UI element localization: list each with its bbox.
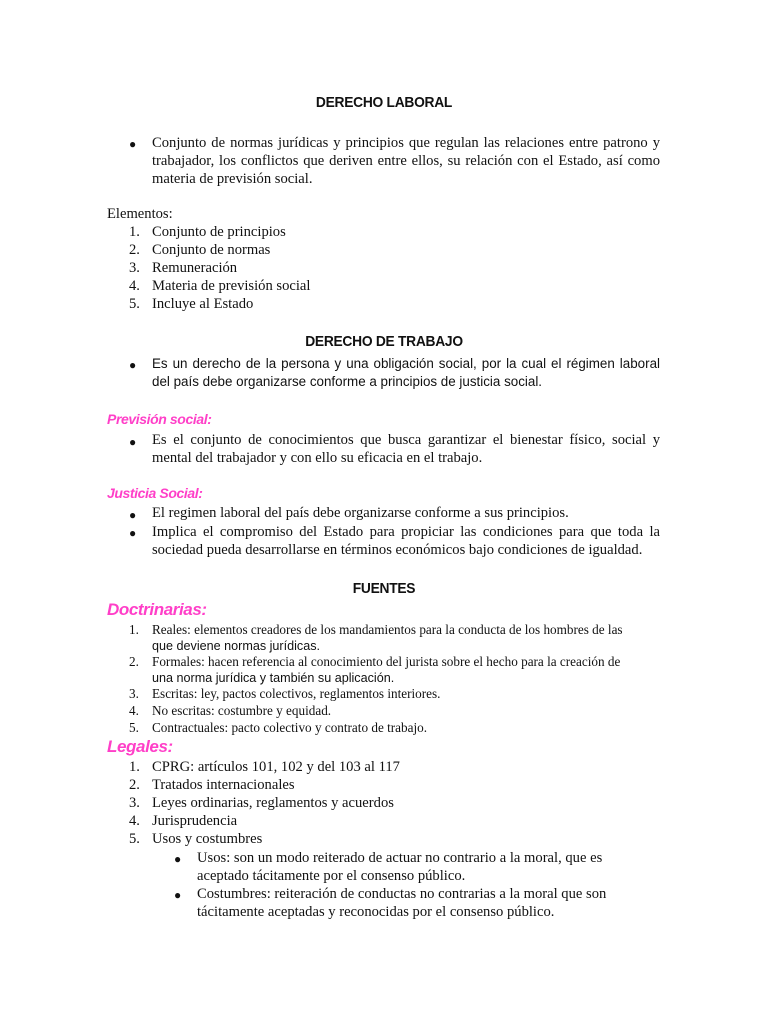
bullet-icon: ● [129,508,137,522]
list-item: Leyes ordinarias, reglamentos y acuerdos [152,795,394,811]
list-number: 2. [129,777,140,793]
list-item: Usos y costumbres [152,831,263,847]
list-number: 4. [129,813,140,829]
list-number: 5. [129,831,140,847]
definition-line: Es el conjunto de conocimientos que busca garantizar el bienestar físico, social y [152,432,660,448]
list-number: 1. [129,224,140,240]
list-item: Conjunto de principios [152,224,286,240]
subheading-legales: Legales: [107,737,173,756]
bullet-icon: ● [129,435,137,449]
list-item: Tratados internacionales [152,777,295,793]
definition-line: trabajador, los conflictos que deriven entre ellos, su relación con el Estado, así como [152,153,660,169]
list-item: Conjunto de normas [152,242,271,258]
list-item: CPRG: artículos 101, 102 y del 103 al 117 [152,759,400,775]
sub-bullet-item: Usos: son un modo reiterado de actuar no contrario a la moral, que es [197,850,603,866]
bullet-icon: ● [129,526,137,540]
subheading-justicia-social: Justicia Social: [107,485,203,501]
list-item: una norma jurídica y también su aplicación. [152,671,395,685]
definition-line: del país debe organizarse conforme a principios de justicia social. [152,374,543,389]
definition-line: Es un derecho de la persona y una obligación social, por la cual el régimen laboral [152,356,660,371]
list-item: Contractuales: pacto colectivo y contrato de trabajo. [152,720,427,735]
list-item: que deviene normas jurídicas. [152,639,321,653]
list-number: 4. [129,703,139,718]
subheading-doctrinarias: Doctrinarias: [107,600,207,619]
list-item: Formales: hacen referencia al conocimiento del jurista sobre el hecho para la creación de [152,654,621,669]
list-number: 3. [129,795,140,811]
list-item: Materia de previsión social [152,278,311,294]
elementos-label: Elementos: [107,206,173,222]
list-number: 5. [129,296,140,312]
heading-derecho-laboral: DERECHO LABORAL [315,94,453,111]
sub-bullet-item: tácitamente aceptadas y reconocidas por el consenso público. [197,904,555,920]
list-item: Remuneración [152,260,238,276]
list-number: 4. [129,278,140,294]
list-number: 3. [129,686,139,701]
list-number: 1. [129,759,140,775]
bullet-item: sociedad pueda desarrollarse en términos económicos bajo condiciones de igualdad. [152,542,643,558]
subheading-prevision-social: Previsión social: [107,411,212,427]
list-number: 1. [129,622,139,637]
bullet-item: Implica el compromiso del Estado para propiciar las condiciones para que toda la [152,524,660,540]
list-item: Incluye al Estado [152,296,254,312]
bullet-icon: ● [129,137,137,151]
list-item: No escritas: costumbre y equidad. [152,703,332,718]
list-item: Escritas: ley, pactos colectivos, reglamentos interiores. [152,686,441,701]
heading-derecho-trabajo: DERECHO DE TRABAJO [305,333,463,350]
bullet-icon: ● [129,358,137,372]
list-number: 2. [129,242,140,258]
heading-fuentes: FUENTES [352,580,416,597]
list-item: Reales: elementos creadores de los mandamientos para la conducta de los hombres de las [152,622,623,637]
definition-line: Conjunto de normas jurídicas y principios que regulan las relaciones entre patrono y [152,135,660,151]
bullet-icon: ● [174,852,182,866]
bullet-icon: ● [174,888,182,902]
sub-bullet-item: Costumbres: reiteración de conductas no contrarias a la moral que son [197,886,607,902]
bullet-item: El regimen laboral del país debe organizarse conforme a sus principios. [152,505,569,521]
sub-bullet-item: aceptado tácitamente por el consenso público. [197,868,466,884]
definition-line: mental del trabajador y con ello su eficacia en el trabajo. [152,450,483,466]
list-item: Jurisprudencia [152,813,238,829]
list-number: 2. [129,654,139,669]
list-number: 3. [129,260,140,276]
list-number: 5. [129,720,139,735]
definition-line: materia de previsión social. [152,171,313,187]
